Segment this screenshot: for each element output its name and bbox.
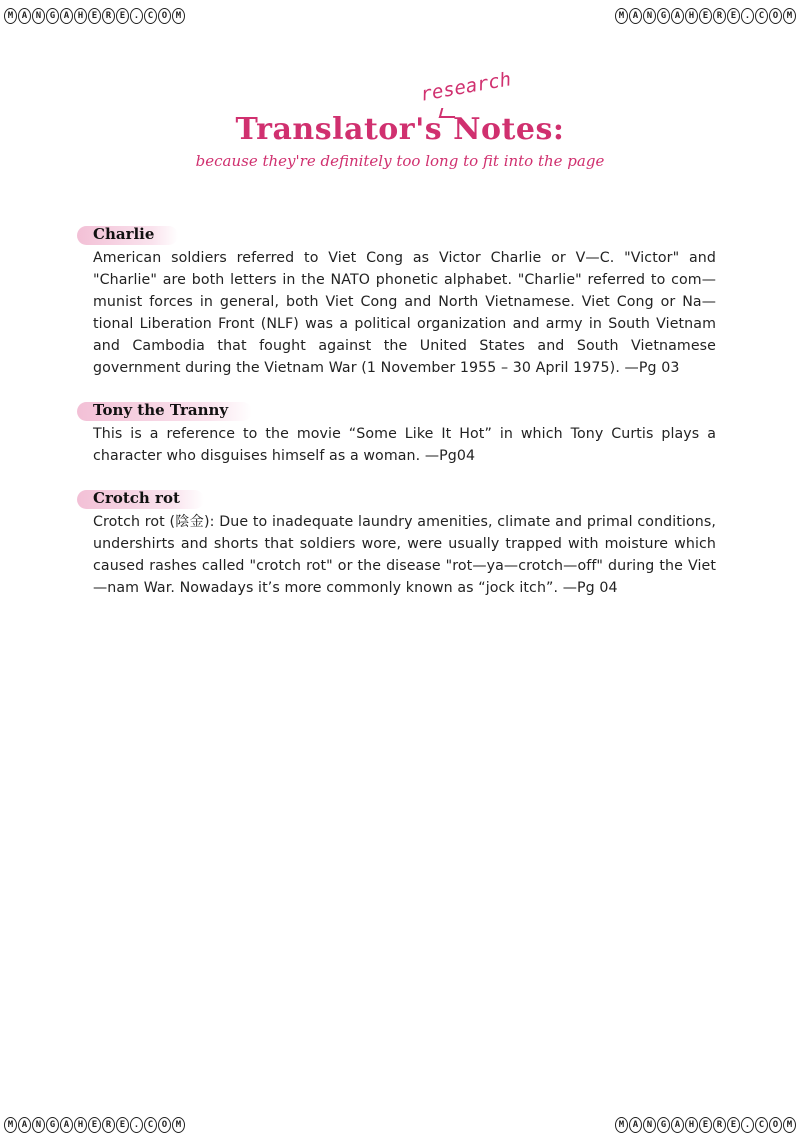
watermark-letter: G (46, 8, 59, 24)
watermark-letter: A (60, 8, 73, 24)
watermark-letter: A (18, 1117, 31, 1133)
watermark-letter: H (74, 8, 87, 24)
watermark-letter: M (172, 8, 185, 24)
watermark-letter: E (116, 1117, 129, 1133)
watermark-letter: G (657, 8, 670, 24)
watermark-letter: M (783, 8, 796, 24)
watermark-letter: O (769, 8, 782, 24)
watermark-letter: C (755, 1117, 768, 1133)
note-heading: Tony the Tranny (93, 401, 234, 419)
watermark-letter: A (629, 8, 642, 24)
watermark-letter: E (727, 1117, 740, 1133)
watermark-letter: E (88, 8, 101, 24)
watermark-letter: M (4, 8, 17, 24)
note-tony-the-tranny (93, 400, 716, 467)
watermark-letter: H (685, 1117, 698, 1133)
watermark-letter: A (629, 1117, 642, 1133)
watermark-letter: A (18, 8, 31, 24)
watermark-letter: M (615, 8, 628, 24)
watermark-letter: A (671, 1117, 684, 1133)
watermark-bottom-right (615, 1117, 796, 1135)
note-charlie (93, 224, 716, 379)
watermark-letter: M (172, 1117, 185, 1133)
watermark-letter: N (643, 8, 656, 24)
watermark-letter: R (713, 8, 726, 24)
watermark-letter: E (727, 8, 740, 24)
watermark-letter: N (32, 1117, 45, 1133)
watermark-letter: M (615, 1117, 628, 1133)
watermark-bottom-left (4, 1117, 185, 1135)
watermark-letter: . (130, 1117, 143, 1133)
watermark-letter: N (32, 8, 45, 24)
watermark-letter: A (671, 8, 684, 24)
note-crotch-rot (93, 488, 716, 599)
watermark-letter: E (116, 8, 129, 24)
note-heading: Charlie (93, 225, 160, 243)
watermark-letter: C (144, 8, 157, 24)
watermark-letter: M (783, 1117, 796, 1133)
note-body: American soldiers referred to Viet Cong as Victor Charlie or V—C. "Victor" and "Charlie" are both letters in the NATO phonetic alphabet. "Charlie" referred to com—munist forces in general, both Viet Cong and North Vietnamese. Viet Cong or Na—tional Liberation Front (NLF) was a political organization and army in South Vietnam and Cambodia that fought against the United States and South Vietnamese government during the Vietnam War (1 November 1955 – 30 April 1975). —Pg 03 (93, 250, 716, 376)
watermark-letter: . (741, 1117, 754, 1133)
note-body: This is a reference to the movie “Some Like It Hot” in which Tony Curtis plays a character who disguises himself as a woman. —Pg04 (93, 426, 716, 464)
page-subtitle: because they're definitely too long to fit into the page (195, 152, 605, 170)
watermark-letter: H (685, 8, 698, 24)
watermark-letter: E (88, 1117, 101, 1133)
watermark-letter: R (713, 1117, 726, 1133)
note-body: Crotch rot (陰金): Due to inadequate laundry amenities, climate and primal conditions, undershirts and shorts that soldiers wore, were usually trapped with moisture which caused rashes called "crotch rot" or the disease "rot—ya—crotch—off" during the Viet—nam War. Nowadays it’s more commonly known as “jock itch”. —Pg 04 (93, 514, 716, 596)
watermark-letter: R (102, 8, 115, 24)
watermark-letter: G (46, 1117, 59, 1133)
watermark-top-left (4, 8, 185, 26)
watermark-letter: O (769, 1117, 782, 1133)
watermark-letter: O (158, 1117, 171, 1133)
watermark-letter: O (158, 8, 171, 24)
watermark-letter: N (643, 1117, 656, 1133)
watermark-letter: M (4, 1117, 17, 1133)
watermark-letter: E (699, 8, 712, 24)
watermark-letter: A (60, 1117, 73, 1133)
watermark-letter: . (130, 8, 143, 24)
title-insert-research: research (418, 68, 513, 106)
watermark-letter: . (741, 8, 754, 24)
watermark-letter: G (657, 1117, 670, 1133)
watermark-letter: C (755, 8, 768, 24)
watermark-letter: E (699, 1117, 712, 1133)
page-title: Translator's Notes: (235, 112, 565, 147)
watermark-letter: C (144, 1117, 157, 1133)
watermark-letter: R (102, 1117, 115, 1133)
watermark-letter: H (74, 1117, 87, 1133)
watermark-top-right (615, 8, 796, 26)
note-heading: Crotch rot (93, 489, 186, 507)
